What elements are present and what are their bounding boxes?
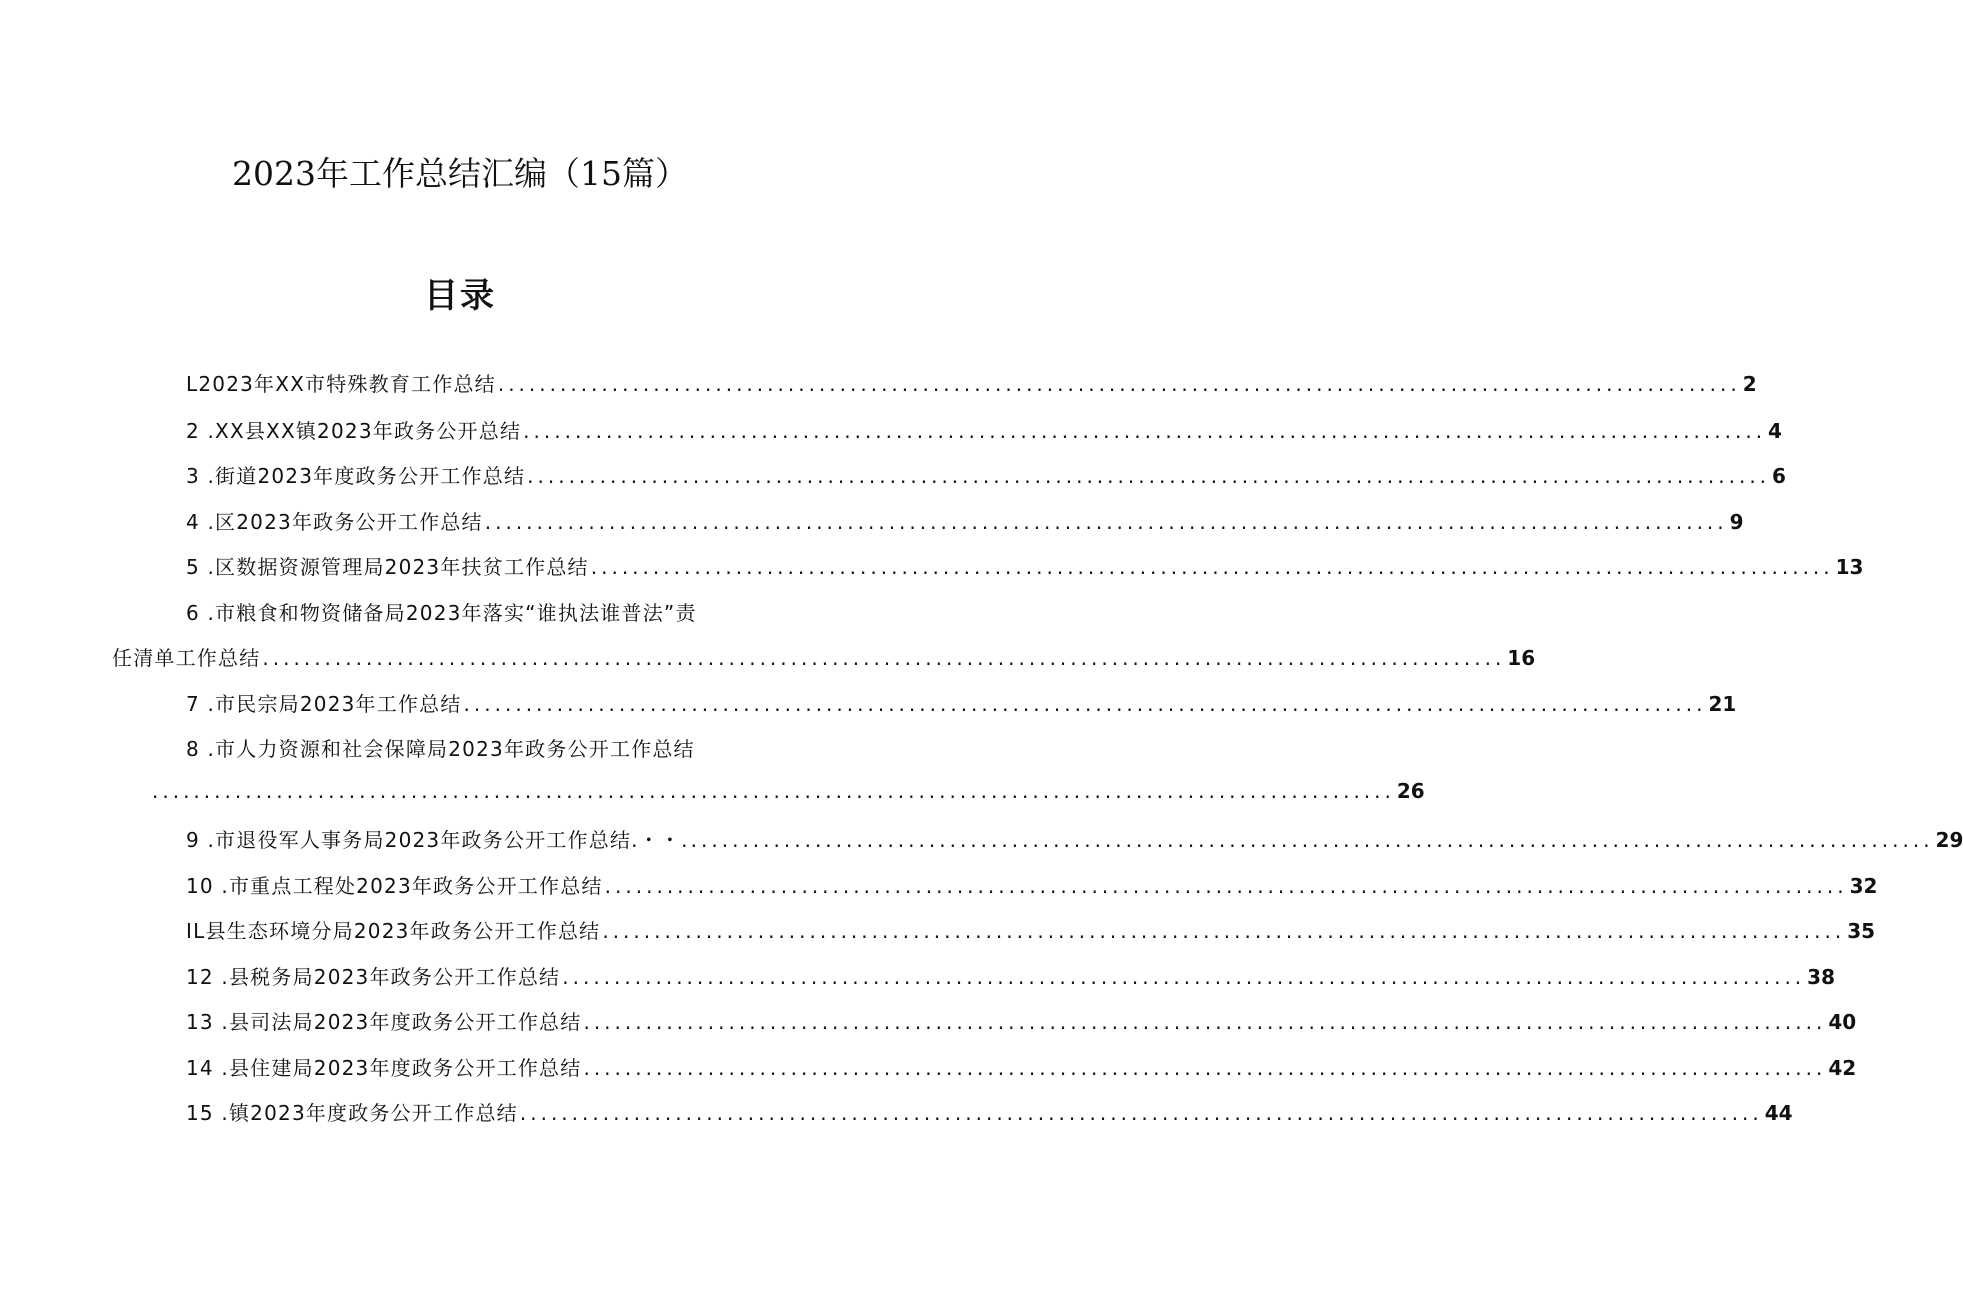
document-title: 2023年工作总结汇编（15篇） — [232, 154, 688, 193]
toc-page-number: 16 — [1507, 646, 1536, 670]
toc-entry-2[interactable] — [186, 415, 1782, 445]
toc-entry-8-continuation[interactable] — [150, 779, 1425, 809]
toc-entry-title: 5 .区数据资源管理局2023年扶贫工作总结 — [186, 555, 589, 579]
toc-leader-dots: ........................................................................................................................ — [690, 828, 1934, 852]
toc-entry-title-continued: 任清单工作总结 — [112, 646, 261, 670]
toc-entry-5[interactable] — [186, 551, 1864, 581]
toc-entry-title: 3 .街道2023年度政务公开工作总结 — [186, 464, 526, 488]
toc-entry-6[interactable] — [186, 597, 697, 626]
toc-leader-dots: ........................................................................................................................ — [583, 1056, 1827, 1080]
toc-leader-dots: ........................................................................................................................ — [484, 510, 1728, 534]
toc-entry-8[interactable] — [186, 733, 695, 762]
toc-entry-9[interactable] — [186, 824, 1963, 854]
toc-leader-dots: ........................................................................................................................ — [527, 464, 1771, 488]
toc-entry-title: IL县生态环境分局2023年政务公开工作总结 — [186, 919, 601, 943]
toc-entry-title: 9 .市退役军人事务局2023年政务公开工作总结.・・. — [186, 828, 689, 852]
toc-leader-dots: ........................................................................................................................ — [523, 419, 1767, 443]
toc-leader-dots: ........................................................................................................................ — [590, 555, 1834, 579]
toc-page-number: 9 — [1729, 510, 1744, 534]
toc-page-number: 6 — [1772, 464, 1786, 488]
toc-entry-13[interactable] — [186, 1006, 1857, 1036]
toc-page-number: 26 — [1396, 779, 1425, 803]
toc-entry-12[interactable] — [186, 961, 1835, 991]
toc-page-number: 2 — [1742, 372, 1757, 396]
toc-entry-title: 12 .县税务局2023年政务公开工作总结 — [186, 965, 561, 989]
toc-page-number: 4 — [1768, 419, 1782, 443]
toc-entry-3[interactable] — [186, 460, 1786, 490]
toc-leader-dots: ........................................................................................................................ — [463, 692, 1707, 716]
toc-entry-title: 10 .市重点工程处2023年政务公开工作总结 — [186, 874, 603, 898]
toc-entry-1[interactable] — [186, 368, 1757, 398]
toc-page-number: 38 — [1807, 965, 1835, 989]
toc-entry-title: 4 .区2023年政务公开工作总结 — [186, 510, 483, 534]
toc-leader-dots: ........................................................................................................................ — [262, 646, 1506, 670]
toc-leader-dots: ........................................................................................................................ — [519, 1101, 1763, 1125]
toc-page-number: 13 — [1835, 555, 1864, 579]
toc-entry-title: 2 .XX县XX镇2023年政务公开总结 — [186, 419, 522, 443]
toc-leader-dots: ........................................................................................................................ — [152, 779, 1395, 803]
toc-entry-10[interactable] — [186, 870, 1878, 900]
toc-page-number: 44 — [1764, 1101, 1793, 1125]
toc-leader-dots: ........................................................................................................................ — [497, 372, 1741, 396]
toc-entry-title: 15 .镇2023年度政务公开工作总结 — [186, 1101, 518, 1125]
toc-entry-title: 13 .县司法局2023年度政务公开工作总结 — [186, 1010, 582, 1034]
toc-leader-dots: ........................................................................................................................ — [583, 1010, 1827, 1034]
toc-entry-11[interactable] — [186, 915, 1876, 945]
toc-page-number: 32 — [1849, 874, 1878, 898]
toc-page-number: 35 — [1847, 919, 1876, 943]
toc-entry-title: 6 .市粮食和物资储备局2023年落实“谁执法谁普法”责 — [186, 601, 697, 625]
toc-page-number: 21 — [1708, 692, 1737, 716]
toc-entry-14[interactable] — [186, 1052, 1857, 1082]
toc-entry-15[interactable] — [186, 1097, 1793, 1127]
toc-entry-4[interactable] — [186, 506, 1744, 536]
toc-entry-6-continuation[interactable] — [112, 642, 1536, 672]
toc-entry-title: 8 .市人力资源和社会保障局2023年政务公开工作总结 — [186, 737, 695, 761]
toc-leader-dots: ........................................................................................................................ — [562, 965, 1806, 989]
toc-page-number: 29 — [1935, 828, 1963, 852]
toc-entry-7[interactable] — [186, 688, 1737, 718]
toc-entry-title: L2023年XX市特殊教育工作总结 — [186, 372, 496, 396]
toc-entry-title: 7 .市民宗局2023年工作总结 — [186, 692, 462, 716]
toc-page-number: 40 — [1828, 1010, 1857, 1034]
toc-leader-dots: ........................................................................................................................ — [604, 874, 1848, 898]
toc-page-number: 42 — [1828, 1056, 1857, 1080]
toc-heading: 目录 — [424, 276, 496, 316]
toc-entry-title: 14 .县住建局2023年度政务公开工作总结 — [186, 1056, 582, 1080]
toc-leader-dots: ........................................................................................................................ — [602, 919, 1846, 943]
